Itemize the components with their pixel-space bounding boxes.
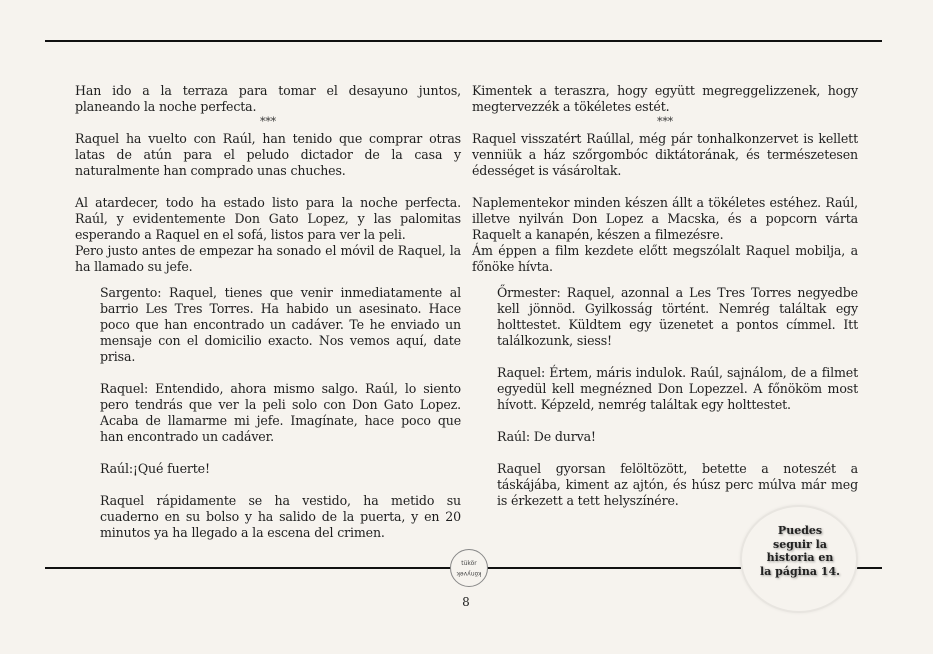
continue-badge-text: Puedes seguir la historia en la página 14. xyxy=(760,524,840,578)
section-separator: *** xyxy=(259,115,277,128)
hungarian-column xyxy=(472,83,858,509)
section-separator: *** xyxy=(656,115,674,128)
paragraph: Raquel rápidamente se ha vestido, ha metido su cuaderno en su bolso y ha salido de la puerta, y en 20 minutos ya ha llegado a la escena del crimen. xyxy=(100,493,461,540)
dialogue: Raúl: De durva! xyxy=(497,429,596,444)
paragraph: Raquel gyorsan felöltözött, betette a noteszét a táskájába, kiment az ajtón, és húsz perc múlva már meg is érkezett a tett helyszínére. xyxy=(497,461,858,508)
spanish-column xyxy=(75,83,461,541)
dialogue: Sargento: Raquel, tienes que venir inmediatamente al barrio Les Tres Torres. Ha habido un asesinato. Hace poco que han encontrado un cadáver. Te he enviado un mensaje con el domicilio exacto. Nos vemos aquí, date prisa. xyxy=(100,285,461,364)
logo-bottom-text: könyvek xyxy=(456,570,482,577)
top-rule xyxy=(45,40,882,42)
publisher-logo xyxy=(450,549,488,587)
dialogue: Raúl:¡Qué fuerte! xyxy=(100,461,210,476)
paragraph: Pero justo antes de empezar ha sonado el móvil de Raquel, la ha llamado su jefe. xyxy=(75,243,461,274)
paragraph: Kimentek a teraszra, hogy együtt megreggelizzenek, hogy megtervezzék a tökéletes estét. xyxy=(472,83,858,114)
paragraph: Han ido a la terraza para tomar el desayuno juntos, planeando la noche perfecta. xyxy=(75,83,461,114)
dialogue: Őrmester: Raquel, azonnal a Les Tres Torres negyedbe kell jönnöd. Gyilkosság történt. Nemrég találtak egy holttestet. Küldtem egy üzenetet a pontos címmel. Itt találkozunk, siess! xyxy=(497,285,858,348)
paragraph: Ám éppen a film kezdete előtt megszólalt Raquel mobilja, a főnöke hívta. xyxy=(472,243,858,274)
page-number: 8 xyxy=(462,595,470,609)
dialogue: Raquel: Értem, máris indulok. Raúl, sajnálom, de a filmet egyedül kell megnézned Don Lopezzel. A főnököm most hívott. Képzeld, nemrég találtak egy holttestet. xyxy=(497,365,858,412)
paragraph: Al atardecer, todo ha estado listo para la noche perfecta. Raúl, y evidentemente Don Gato Lopez, y las palomitas esperando a Raquel en el sofá, listos para ver la peli. xyxy=(75,195,461,242)
dialogue: Raquel: Entendido, ahora mismo salgo. Raúl, lo siento pero tendrás que ver la peli solo con Don Gato Lopez. Acaba de llamarme mi jefe. Imagínate, hace poco que han encontrado un cadáver. xyxy=(100,381,461,444)
logo-top-text: tükör xyxy=(461,560,477,567)
paragraph: Raquel visszatért Raúllal, még pár tonhalkonzervet is kellett venniük a ház szőrgombóc diktátorának, és természetesen édességet is vásároltak. xyxy=(472,131,858,178)
paragraph: Naplementekor minden készen állt a tökéletes estéhez. Raúl, illetve nyilván Don Lopez a Macska, és a popcorn várta Raquelt a kanapén, készen a filmezésre. xyxy=(472,195,858,242)
paragraph: Raquel ha vuelto con Raúl, han tenido que comprar otras latas de atún para el peludo dictador de la casa y naturalmente han comprado unas chuches. xyxy=(75,131,461,178)
